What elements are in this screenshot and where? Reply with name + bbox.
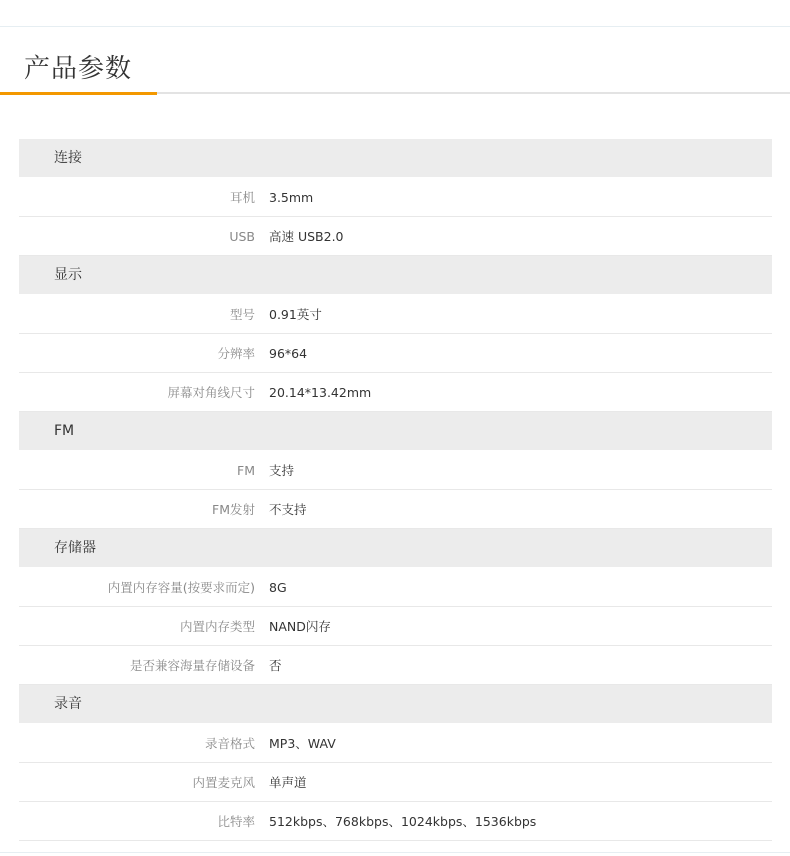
spec-label: 是否兼容海量存储设备	[129, 658, 255, 673]
spec-label: 内置麦克风	[192, 775, 255, 790]
spec-row	[19, 334, 772, 373]
spec-label: FM	[237, 462, 255, 478]
spec-row	[19, 646, 772, 685]
spec-label: USB	[229, 228, 255, 244]
spec-row	[19, 490, 772, 529]
spec-value: 512kbps、768kbps、1024kbps、1536kbps	[269, 814, 537, 829]
section-header-fm: FM	[19, 412, 772, 451]
spec-value: 支持	[269, 463, 295, 478]
spec-label: 耳机	[229, 190, 255, 205]
page-title: 产品参数	[24, 54, 133, 84]
spec-row	[19, 295, 772, 334]
title-underline-accent	[0, 92, 157, 95]
spec-label: 内置内存类型	[179, 619, 255, 634]
spec-value: MP3、WAV	[269, 736, 336, 751]
spec-value: NAND闪存	[269, 619, 331, 634]
spec-value: 96*64	[269, 345, 308, 361]
spec-value: 8G	[269, 579, 287, 595]
spec-value: 3.5mm	[269, 189, 314, 205]
top-divider	[0, 26, 790, 27]
bottom-divider	[0, 852, 790, 853]
spec-table	[19, 139, 772, 841]
spec-label: 内置内存容量(按要求而定)	[107, 580, 255, 595]
spec-row	[19, 178, 772, 217]
spec-label: 屏幕对角线尺寸	[167, 385, 255, 400]
spec-label: 比特率	[217, 814, 255, 829]
spec-label: FM发射	[212, 502, 255, 517]
spec-value: 0.91英寸	[269, 307, 322, 322]
spec-row	[19, 217, 772, 256]
spec-value: 20.14*13.42mm	[269, 384, 372, 400]
spec-value: 高速 USB2.0	[269, 229, 344, 244]
section-header-storage: 存储器	[19, 529, 772, 568]
section-header-display: 显示	[19, 256, 772, 295]
spec-value: 单声道	[269, 775, 307, 790]
spec-row	[19, 568, 772, 607]
spec-value: 否	[269, 658, 282, 673]
spec-row	[19, 607, 772, 646]
spec-row	[19, 763, 772, 802]
spec-row	[19, 802, 772, 841]
spec-label: 分辨率	[217, 346, 255, 361]
section-header-recording: 录音	[19, 685, 772, 724]
section-header-connection: 连接	[19, 139, 772, 178]
spec-value: 不支持	[269, 502, 307, 517]
spec-row	[19, 724, 772, 763]
spec-row	[19, 373, 772, 412]
spec-row	[19, 451, 772, 490]
spec-label: 录音格式	[204, 736, 255, 751]
spec-label: 型号	[229, 307, 255, 322]
